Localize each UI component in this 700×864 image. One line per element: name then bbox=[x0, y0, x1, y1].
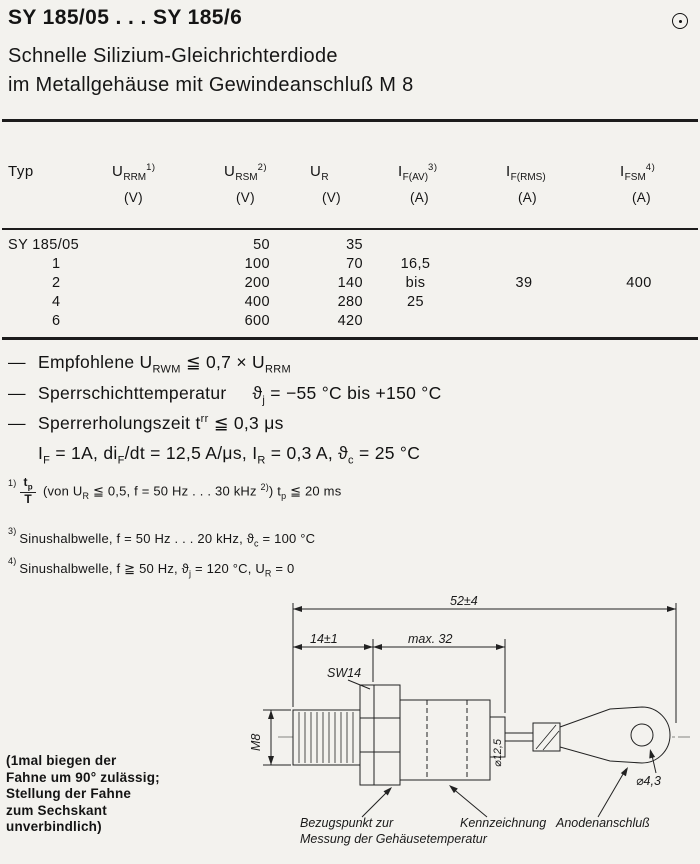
cell-urrm: 100 bbox=[244, 256, 270, 272]
fraction-tp-over-T: $\frac{t_p}{T}$ bbox=[20, 476, 36, 506]
cell-typ: 2 bbox=[52, 275, 61, 291]
table-row bbox=[8, 275, 698, 294]
lead-wire bbox=[505, 733, 535, 741]
footnote-1: $^{1)}$ $\frac{t_p}{T}$ (von $U_R$ ≦ 0,5, f = 50 Hz . . . 30 kHz $^{2)}$) $t_p$ ≦ 20 ms bbox=[8, 475, 342, 507]
cell-urrm: 200 bbox=[244, 275, 270, 291]
hex-nut bbox=[360, 685, 400, 785]
cell-ifsm: 400 bbox=[626, 275, 652, 291]
ratings-table-body bbox=[8, 237, 698, 332]
footnote-4: $^{4)}$Sinushalbwelle, f ≧ 50 Hz, $ϑ_j = 120$ °C, $U_R = 0$ bbox=[8, 556, 295, 579]
ref-point-label-line1: Bezugspunkt zur bbox=[300, 816, 394, 830]
col-header-ursm: $U_{RSM}^{2)}$ (V) bbox=[224, 162, 268, 205]
cell-ifav: bis bbox=[405, 275, 426, 291]
col-header-typ: Typ bbox=[8, 163, 34, 180]
page-title: SY 185/05 . . . SY 185/6 bbox=[8, 6, 243, 29]
cell-typ: 4 bbox=[52, 294, 61, 310]
cell-typ: 1 bbox=[52, 256, 61, 272]
table-row bbox=[8, 313, 698, 332]
cell-urrm: 600 bbox=[244, 313, 270, 329]
cell-ur: 35 bbox=[346, 237, 363, 253]
col-header-urrm: $U_{RRM}^{1)}$ (V) bbox=[112, 162, 156, 205]
subtitle-line2: im Metallgehäuse mit Gewindeanschluß M 8 bbox=[8, 74, 414, 96]
cell-typ: 6 bbox=[52, 313, 61, 329]
body-diameter-label: ⌀12,5 bbox=[492, 738, 504, 767]
subtitle-line1: Schnelle Silizium-Gleichrichterdiode bbox=[8, 45, 338, 67]
cell-urrm: 50 bbox=[253, 237, 270, 253]
note-recovery-conditions: $I_F = 1A$, $di_F/dt = 12,5$ A/μs, $I_R = 0,3$ A, $ϑ_c = 25$ °C bbox=[38, 443, 421, 467]
col-header-ifrms: $I_{F(RMS)}$ (A) bbox=[506, 163, 546, 205]
dim-total-label: 52±4 bbox=[450, 595, 478, 608]
divider-rule-top bbox=[2, 119, 698, 122]
cell-typ: SY 185/05 bbox=[8, 237, 80, 253]
cell-ur: 420 bbox=[337, 313, 363, 329]
note-junction-temperature: — Sperrschichttemperatur $ϑ_j = -55$ °C bis +150 °C bbox=[8, 383, 442, 407]
page-subtitle bbox=[8, 42, 414, 100]
divider-rule-header bbox=[2, 228, 698, 230]
footnote-3: $^{3)}$Sinushalbwelle, f = 50 Hz . . . 20 kHz, $ϑ_c = 100$ °C bbox=[8, 526, 316, 549]
dim-body-label: max. 32 bbox=[408, 632, 453, 646]
table-row bbox=[8, 256, 698, 275]
cell-ifrms: 39 bbox=[515, 275, 533, 291]
col-header-ifav: $I_{F(AV)}^{3)}$ (A) bbox=[398, 162, 438, 205]
dash-bullet: — bbox=[8, 413, 26, 433]
anode-label: Anodenanschluß bbox=[556, 816, 650, 830]
ref-point-label-line2: Messung der Gehäusetemperatur bbox=[300, 832, 487, 846]
cell-ur: 280 bbox=[337, 294, 363, 310]
terminal-hole bbox=[631, 724, 653, 746]
col-header-ifsm: $I_{FSM}^{4)}$ (A) bbox=[620, 162, 656, 205]
thread-size-label: M8 bbox=[249, 733, 263, 751]
cell-ur: 140 bbox=[337, 275, 363, 291]
dim-thread-label: 14±1 bbox=[310, 632, 338, 646]
cell-ifav: 16,5 bbox=[400, 256, 431, 272]
cell-ifav: 25 bbox=[407, 294, 424, 310]
bend-note: (1mal biegen der Fahne um 90° zulässig; Stellung der Fahne zum Sechskant unverbindlich) bbox=[6, 753, 160, 834]
ratings-table-header bbox=[0, 162, 700, 224]
col-header-ur: $U_R$ (V) bbox=[310, 163, 341, 205]
dash-bullet: — bbox=[8, 352, 26, 372]
wrench-size-label: SW14 bbox=[327, 666, 362, 680]
threaded-stud bbox=[293, 710, 360, 765]
table-row bbox=[8, 237, 698, 256]
note-reverse-recovery: — Sperrerholungszeit $t^{rr}$ ≦ 0,3 μs bbox=[8, 413, 284, 433]
marking-label: Kennzeichnung bbox=[460, 816, 547, 830]
cell-ur: 70 bbox=[346, 256, 363, 272]
corner-circle-icon bbox=[672, 13, 688, 29]
note-recommended-urwm: — Empfohlene $U_{RWM}$ ≦ $0,7 \times U_{RRM}$ bbox=[8, 352, 291, 376]
hole-diameter-label: ⌀4,3 bbox=[636, 774, 661, 788]
dash-bullet: — bbox=[8, 383, 26, 403]
table-row bbox=[8, 294, 698, 313]
case-body bbox=[400, 700, 490, 780]
divider-rule-table bbox=[2, 337, 698, 340]
cell-urrm: 400 bbox=[244, 294, 270, 310]
